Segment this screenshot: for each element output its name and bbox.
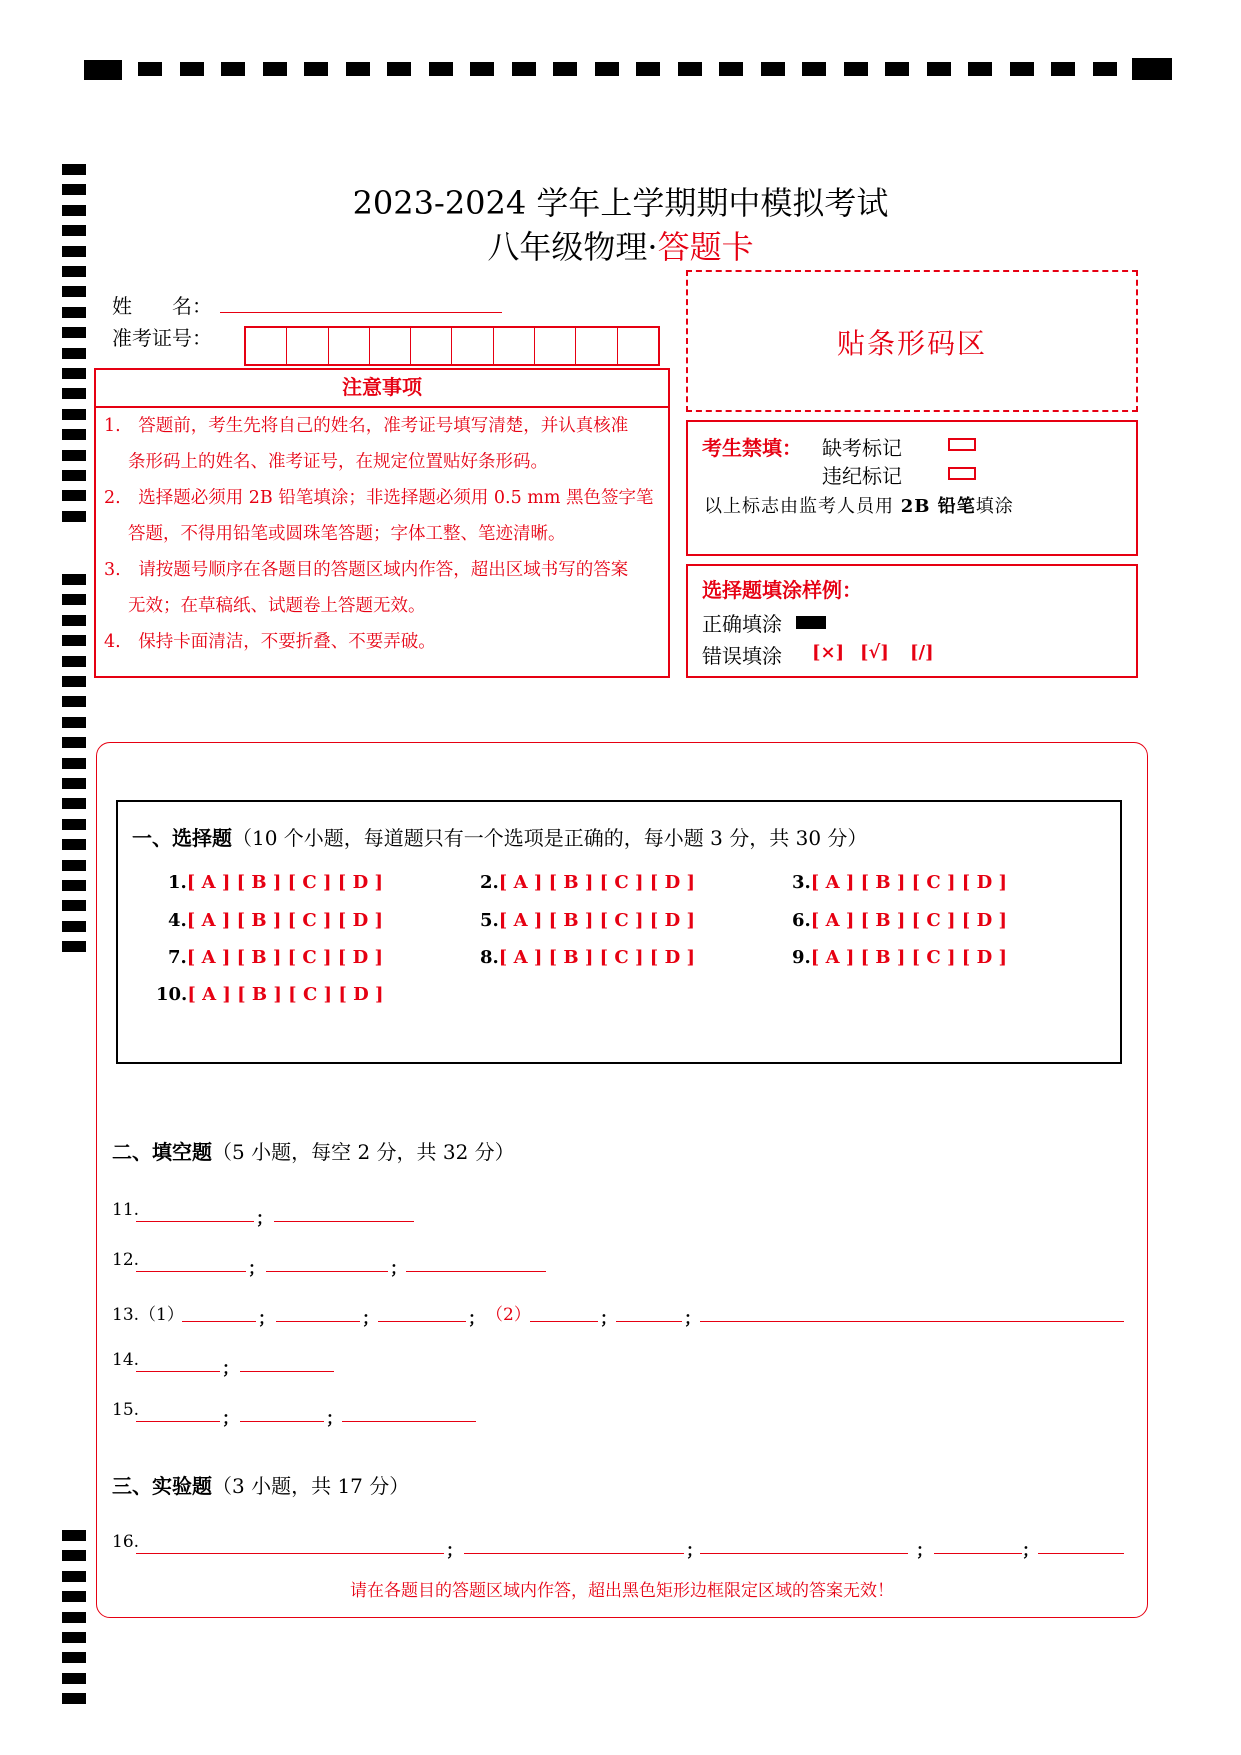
timing-mark	[470, 62, 494, 76]
timing-mark	[1010, 62, 1034, 76]
forbidden-note-suffix: 填涂	[975, 496, 1014, 517]
answer-options[interactable]: [ A ] [ B ] [ C ] [ D ]	[186, 872, 383, 893]
timing-mark	[62, 656, 86, 667]
choice-question	[168, 910, 383, 931]
correct-fill-sample	[796, 616, 826, 629]
q11-number: 11.	[112, 1200, 140, 1220]
choice-question	[792, 947, 1007, 968]
violation-mark-box[interactable]	[948, 467, 976, 480]
answer-options[interactable]: [ A ] [ B ] [ C ] [ D ]	[187, 984, 384, 1005]
q16-blank-3[interactable]	[700, 1553, 908, 1554]
barcode-area	[686, 270, 1138, 412]
question-number: 7.	[168, 947, 187, 968]
forbidden-note-bold: 2B 铅笔	[900, 496, 976, 517]
q13-sep-2: ；	[362, 1309, 379, 1329]
q15-sep-1: ；	[222, 1409, 239, 1429]
timing-mark	[62, 348, 86, 359]
timing-mark	[761, 62, 785, 76]
timing-mark	[62, 1673, 86, 1684]
id-number-cells[interactable]	[244, 326, 660, 366]
timing-mark	[802, 62, 826, 76]
timing-mark	[62, 164, 86, 175]
q11-sep-1: ；	[256, 1209, 273, 1229]
question-number: 6.	[792, 910, 811, 931]
wrong-mark-check: [√]	[860, 642, 889, 663]
timing-mark	[62, 511, 86, 522]
experiment-section-title	[112, 1470, 409, 1499]
q16-blank-1[interactable]	[136, 1553, 444, 1554]
answer-card-title: 答题卡	[657, 228, 754, 266]
timing-mark	[62, 1612, 86, 1623]
timing-mark	[62, 880, 86, 891]
timing-mark	[636, 62, 660, 76]
fill-section-title	[112, 1136, 515, 1165]
absent-mark-box[interactable]	[948, 438, 976, 451]
q13-blank-3[interactable]	[378, 1321, 466, 1322]
question-number: 5.	[480, 910, 499, 931]
timing-mark	[62, 574, 86, 585]
notice-item-3a: 3. 请按题号顺序在各题目的答题区域内作答，超出区域书写的答案	[104, 560, 629, 580]
q16-blank-5[interactable]	[1038, 1553, 1124, 1554]
timing-mark	[62, 635, 86, 646]
answer-options[interactable]: [ A ] [ B ] [ C ] [ D ]	[498, 947, 695, 968]
choice-question	[168, 947, 383, 968]
q16-blank-4[interactable]	[934, 1553, 1022, 1554]
choice-question	[156, 984, 384, 1005]
forbidden-label: 考生禁填：	[702, 436, 802, 460]
timing-mark	[62, 941, 86, 952]
timing-mark	[62, 737, 86, 748]
answer-options[interactable]: [ A ] [ B ] [ C ] [ D ]	[498, 910, 695, 931]
q16-sep-4: ；	[1022, 1541, 1039, 1561]
q11-blank-2[interactable]	[274, 1221, 414, 1222]
id-label: 准考证号：	[112, 326, 212, 350]
timing-mark	[62, 307, 86, 318]
timing-mark	[62, 409, 86, 420]
q13-number: 13.（1）	[112, 1305, 184, 1325]
section2-title: 二、填空题	[112, 1140, 212, 1164]
notice-item-2a: 2. 选择题必须用 2B 铅笔填涂；非选择题必须用 0.5 mm 黑色签字笔	[104, 488, 654, 508]
q15-sep-2: ；	[326, 1409, 343, 1429]
q14-sep-1: ；	[222, 1359, 239, 1379]
name-field[interactable]	[220, 312, 502, 313]
timing-mark	[62, 490, 86, 501]
timing-mark	[62, 696, 86, 707]
q12-sep-2: ；	[390, 1259, 407, 1279]
notice-item-1b: 条形码上的姓名、准考证号，在规定位置贴好条形码。	[128, 452, 548, 472]
q11-blank-1[interactable]	[136, 1221, 254, 1222]
choice-question	[480, 947, 695, 968]
wrong-mark-x: [×]	[812, 642, 845, 663]
footer-warning: 请在各题目的答题区域内作答，超出黑色矩形边框限定区域的答案无效！	[350, 1581, 894, 1601]
answer-options[interactable]: [ A ] [ B ] [ C ] [ D ]	[186, 947, 383, 968]
timing-mark	[553, 62, 577, 76]
choice-question	[792, 872, 1007, 893]
q14-blank-2[interactable]	[240, 1371, 334, 1372]
q16-sep-3: ；	[916, 1541, 933, 1561]
q12-number: 12.	[112, 1250, 140, 1270]
question-number: 9.	[792, 947, 811, 968]
timing-mark	[62, 388, 86, 399]
choice-question	[168, 872, 383, 893]
answer-options[interactable]: [ A ] [ B ] [ C ] [ D ]	[186, 910, 383, 931]
timing-mark	[221, 62, 245, 76]
answer-options[interactable]: [ A ] [ B ] [ C ] [ D ]	[810, 872, 1007, 893]
q13-sep-5: ；	[684, 1309, 701, 1329]
question-number: 1.	[168, 872, 187, 893]
notice-title: 注意事项	[342, 375, 422, 399]
question-number: 4.	[168, 910, 187, 931]
timing-mark	[62, 286, 86, 297]
question-number: 10.	[156, 984, 188, 1005]
question-number: 2.	[480, 872, 499, 893]
question-number: 8.	[480, 947, 499, 968]
q16-sep-2: ；	[686, 1541, 703, 1561]
timing-mark	[62, 839, 86, 850]
answer-options[interactable]: [ A ] [ B ] [ C ] [ D ]	[810, 910, 1007, 931]
q13-sep-3: ；	[468, 1309, 485, 1329]
timing-mark	[844, 62, 868, 76]
q12-sep-1: ；	[248, 1259, 265, 1279]
barcode-label: 贴条形码区	[836, 327, 987, 360]
timing-mark	[304, 62, 328, 76]
choice-question	[480, 872, 695, 893]
timing-mark	[62, 470, 86, 481]
exam-subtitle	[0, 222, 1241, 268]
timing-mark	[1051, 62, 1075, 76]
subject-title: 八年级物理·	[487, 228, 658, 266]
timing-mark	[719, 62, 743, 76]
timing-mark	[968, 62, 992, 76]
timing-mark	[62, 1571, 86, 1582]
timing-mark	[1093, 62, 1117, 76]
q14-blank-1[interactable]	[136, 1371, 220, 1372]
timing-mark	[387, 62, 411, 76]
q16-sep-1: ；	[446, 1541, 463, 1561]
timing-mark	[62, 1591, 86, 1602]
q13-blank-2[interactable]	[276, 1321, 360, 1322]
timing-mark	[62, 327, 86, 338]
notice-item-2b: 答题，不得用铅笔或圆珠笔答题；字体工整、笔迹清晰。	[128, 524, 566, 544]
timing-mark	[62, 758, 86, 769]
timing-mark	[62, 1652, 86, 1663]
timing-mark	[62, 900, 86, 911]
q15-blank-1[interactable]	[136, 1421, 220, 1422]
section3-title: 三、实验题	[112, 1474, 212, 1498]
timing-mark	[62, 615, 86, 626]
timing-mark	[62, 921, 86, 932]
timing-mark	[62, 1530, 86, 1541]
timing-mark	[62, 778, 86, 789]
timing-mark	[62, 676, 86, 687]
notice-header	[94, 368, 670, 408]
timing-mark	[62, 717, 86, 728]
timing-mark	[885, 62, 909, 76]
timing-mark	[62, 594, 86, 605]
answer-options[interactable]: [ A ] [ B ] [ C ] [ D ]	[810, 947, 1007, 968]
q13-blank-4[interactable]	[530, 1321, 598, 1322]
q14-number: 14.	[112, 1350, 140, 1370]
section3-desc: （3 小题，共 17 分）	[212, 1474, 410, 1498]
q13-sep-1: ；	[258, 1309, 275, 1329]
timing-mark	[678, 62, 702, 76]
choice-question	[792, 910, 1007, 931]
timing-mark	[62, 798, 86, 809]
q12-blank-2[interactable]	[266, 1271, 388, 1272]
timing-mark	[595, 62, 619, 76]
wrong-mark-slash: [/]	[910, 642, 934, 663]
q13-blank-6[interactable]	[700, 1321, 1124, 1322]
forbidden-note	[704, 492, 1014, 518]
timing-mark	[62, 1550, 86, 1561]
absent-mark-label: 缺考标记	[822, 436, 902, 460]
timing-mark	[62, 1632, 86, 1643]
exam-title: 2023-2024 学年上学期期中模拟考试	[352, 184, 889, 222]
timing-mark	[263, 62, 287, 76]
timing-mark	[138, 62, 162, 76]
answer-options[interactable]: [ A ] [ B ] [ C ] [ D ]	[498, 872, 695, 893]
timing-mark	[62, 450, 86, 461]
choice-section-title	[132, 822, 867, 851]
q13-blank-5[interactable]	[616, 1321, 682, 1322]
timing-mark	[62, 819, 86, 830]
timing-mark	[346, 62, 370, 76]
name-label: 姓 名：	[112, 294, 212, 318]
q12-blank-1[interactable]	[136, 1271, 246, 1272]
q15-number: 15.	[112, 1400, 140, 1420]
q13-sep-4: ；	[600, 1309, 617, 1329]
violation-mark-label: 违纪标记	[822, 464, 902, 488]
question-number: 3.	[792, 872, 811, 893]
q13-blank-1[interactable]	[182, 1321, 256, 1322]
timing-mark	[62, 368, 86, 379]
q16-blank-2[interactable]	[464, 1553, 684, 1554]
section2-desc: （5 小题，每空 2 分，共 32 分）	[212, 1140, 515, 1164]
timing-mark	[180, 62, 204, 76]
notice-item-4: 4. 保持卡面清洁，不要折叠、不要弄破。	[104, 632, 436, 652]
timing-mark	[927, 62, 951, 76]
timing-mark	[62, 860, 86, 871]
q15-blank-2[interactable]	[240, 1421, 324, 1422]
wrong-fill-label: 错误填涂	[702, 644, 782, 668]
timing-mark	[62, 429, 86, 440]
timing-mark	[62, 1693, 86, 1704]
choice-question	[480, 910, 695, 931]
timing-mark	[512, 62, 536, 76]
q16-number: 16.	[112, 1532, 140, 1552]
notice-item-1a: 1. 答题前，考生先将自己的姓名，准考证号填写清楚，并认真核准	[104, 416, 629, 436]
section1-desc: （10 个小题，每道题只有一个选项是正确的，每小题 3 分，共 30 分）	[232, 826, 868, 850]
correct-fill-label: 正确填涂	[702, 612, 782, 636]
q15-blank-3[interactable]	[342, 1421, 476, 1422]
timing-mark	[429, 62, 453, 76]
forbidden-note-prefix: 以上标志由监考人员用	[704, 496, 901, 517]
notice-item-3b: 无效；在草稿纸、试题卷上答题无效。	[128, 596, 426, 616]
sample-title: 选择题填涂样例：	[702, 578, 862, 602]
section1-title: 一、选择题	[132, 826, 232, 850]
q12-blank-3[interactable]	[406, 1271, 546, 1272]
q13-part2-label: （2）	[486, 1305, 531, 1325]
